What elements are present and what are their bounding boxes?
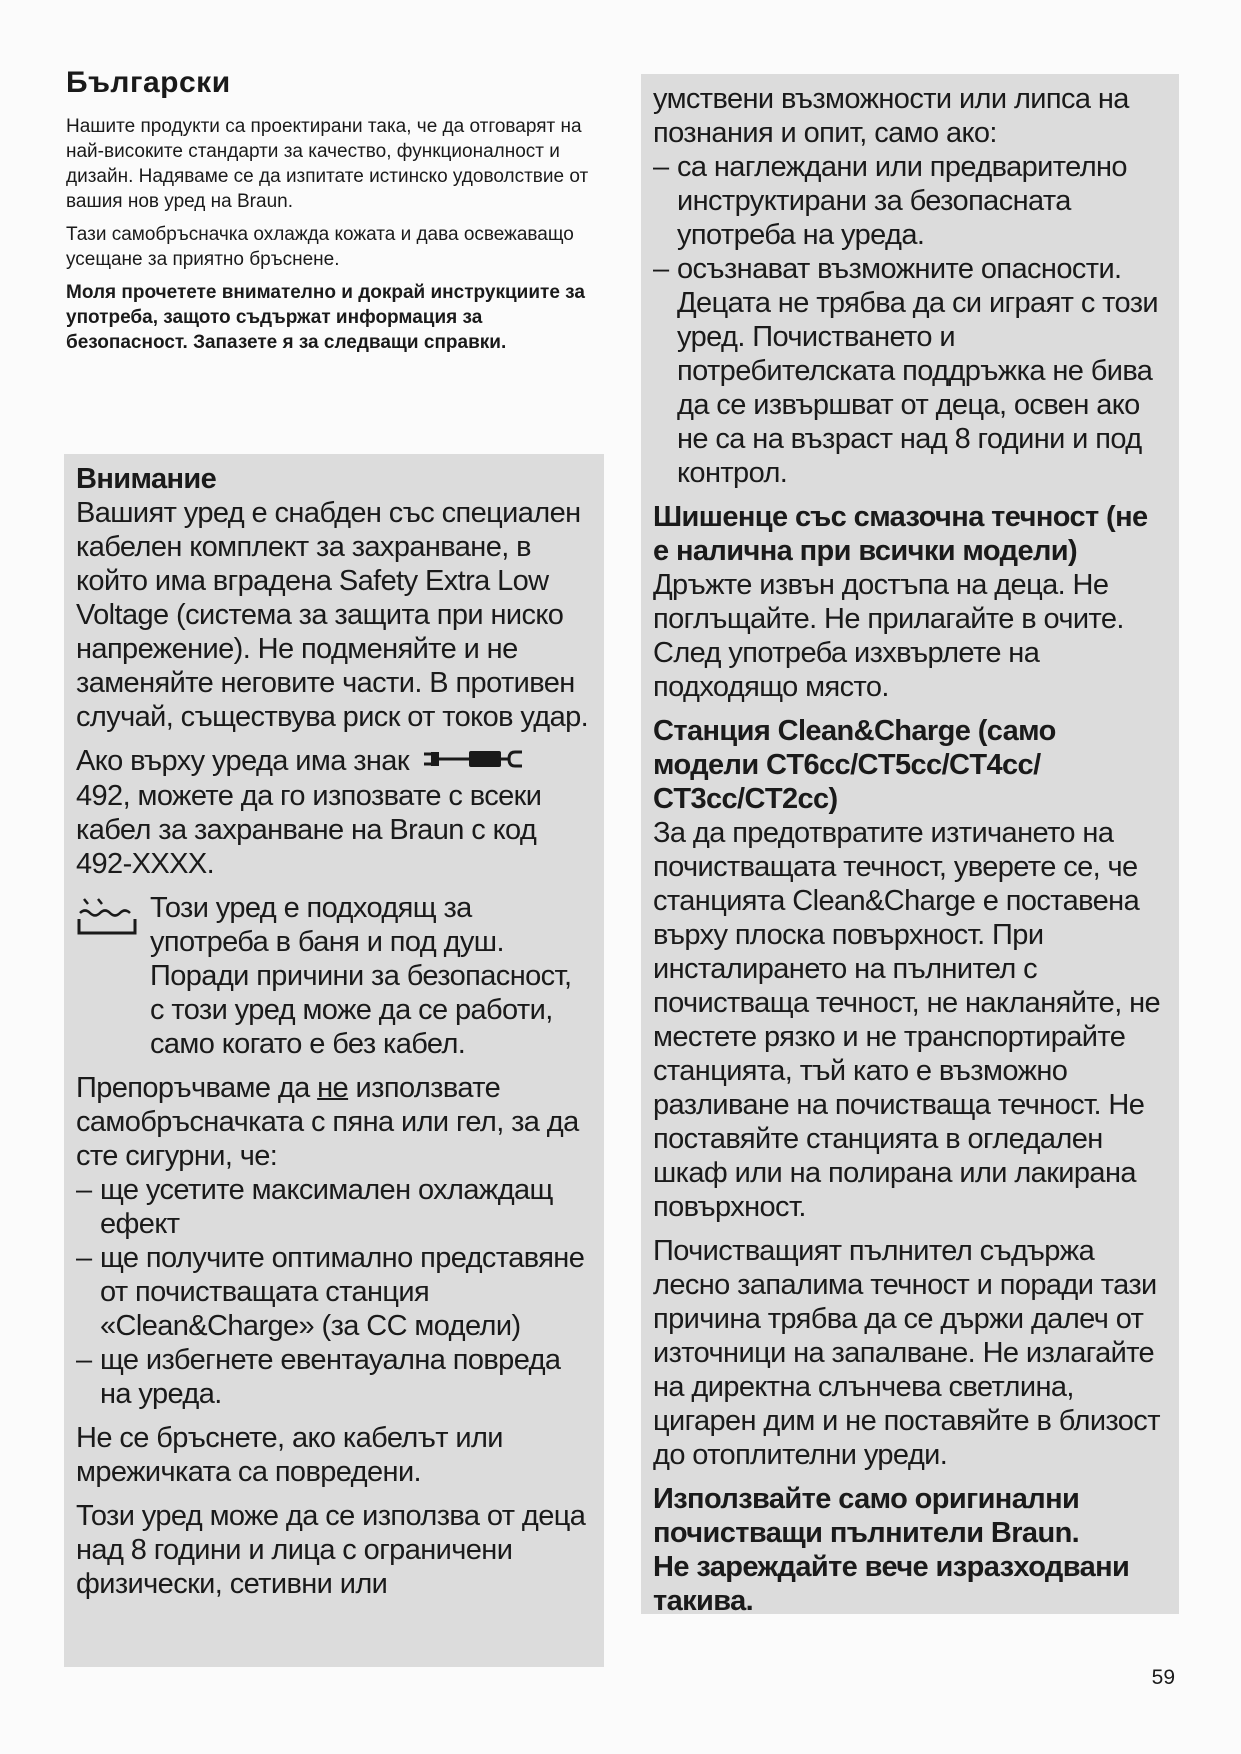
list-item bbox=[76, 1173, 592, 1241]
list-item-text: осъзнават възможните опасности. bbox=[677, 253, 1122, 285]
list-item-text: са наглеждани или предварително инструктирани за безопасната употреба на уреда. bbox=[677, 151, 1127, 251]
list-item bbox=[653, 252, 1167, 286]
dash-marker: – bbox=[653, 151, 669, 183]
oil-text: Дръжте извън достъпа на деца. Не поглъщайте. Не прилагайте в очите. След употреба изхвърлете на подходящо място. bbox=[653, 569, 1124, 703]
children-text: Този уред може да се използва от деца над 8 години и лица с ограничени физически, сетивни или bbox=[76, 1500, 586, 1601]
warning-492-intro: Ако върху уреда има знак bbox=[76, 745, 409, 777]
page-title: Български bbox=[66, 66, 231, 99]
list-item bbox=[76, 1343, 592, 1411]
station-text: За да предотвратите изтичането на почистващата течност, уверете се, че станцията Clean&Charge е поставена върху плоска повърхност. При инсталирането на пълнител с почистваща течност, не накланяйте, не местете рязко и не транспортирайте станцията, тъй като е възможно разливане на почистваща течност. Не поставяйте станцията в огледален шкаф или на полирана или лакирана повърхност. bbox=[653, 817, 1161, 1223]
list-item-text: ще получите оптимално представяне от почистващата станция «Clean&Charge» (за CC модели) bbox=[100, 1242, 585, 1343]
dash-marker: – bbox=[76, 1344, 92, 1377]
page-number: 59 bbox=[1151, 1666, 1175, 1689]
warning-492-text bbox=[76, 744, 592, 881]
intro-paragraph-2: Тази самобръсначка охлажда кожата и дава освежаващо усещане за приятно бръснене. bbox=[66, 224, 574, 270]
list-item-text: ще усетите максимален охлаждащ ефект bbox=[100, 1174, 553, 1241]
warning-cable-text: Вашият уред е снабден със специален кабелен комплект за захранване, в който има вградена Safety Extra Low Voltage (система за защита при ниско напрежение). Не подменяйте и не заменяйте неговите части. В противен случай, съществува риск от токов удар. bbox=[76, 497, 589, 733]
recommend-post: използвате самобръсначката с пяна или гел, за да сте сигурни, че: bbox=[76, 1072, 579, 1173]
right-column-box bbox=[641, 74, 1179, 1617]
no-shave-damaged-text: Не се бръснете, ако кабелът или мрежичката са повредени. bbox=[76, 1422, 503, 1489]
list-item bbox=[76, 1241, 592, 1343]
warning-heading: Внимание bbox=[76, 463, 217, 495]
bath-shower-icon bbox=[76, 891, 150, 1071]
dash-marker: – bbox=[76, 1174, 92, 1207]
recommend-pre: Препоръчваме да bbox=[76, 1072, 318, 1105]
list-item-text: Децата не трябва да си играят с този уред. Почистването и потребителската поддръжка не бива да се извършват от деца, освен ако не са на възраст над 8 години и под контрол. bbox=[677, 287, 1159, 489]
warning-box bbox=[64, 454, 604, 1667]
original-cartridge-text: Използвайте само оригинални почистващи пълнители Braun. bbox=[653, 1483, 1080, 1549]
recommendation-text bbox=[76, 1071, 592, 1173]
list-item bbox=[653, 150, 1167, 252]
dash-marker: – bbox=[653, 253, 669, 285]
recommend-not: не bbox=[317, 1072, 349, 1105]
conditions-list bbox=[653, 150, 1167, 490]
intro-paragraph-1: Нашите продукти са проектирани така, че да отговарят на най-високите стандарти за качество, функционалност и дизайн. Надяваме се да изпитате истинско удоволствие от вашия нов уред на Braun. bbox=[66, 116, 589, 212]
station-heading: Станция Clean&Charge (само модели CT6cc/CT5cc/CT4cc/ CT3cc/CT2cc) bbox=[653, 715, 1056, 815]
recommendation-list bbox=[76, 1173, 592, 1411]
list-item bbox=[653, 286, 1167, 490]
list-item-text: ще избегнете евентауална повреда на уреда. bbox=[100, 1344, 561, 1411]
power-cord-symbol-icon bbox=[422, 745, 526, 779]
bath-usage-text: Този уред е подходящ за употреба в баня и под душ. Поради причини за безопасност, с този уред може да се работи, само когато е без кабел. bbox=[150, 892, 572, 1061]
warning-492-compat: 492, можете да го изпозвате с всеки кабел за захранване на Braun с код 492-XXXX. bbox=[76, 780, 542, 881]
intro-read-instructions: Моля прочетете внимателно и докрай инструкциите за употреба, защото съдържат информация за безопасност. Запазете я за следващи справки. bbox=[66, 282, 585, 353]
oil-heading: Шишенце със смазочна течност (не е налична при всички модели) bbox=[653, 501, 1148, 567]
dash-marker: – bbox=[76, 1242, 92, 1275]
no-refill-text: Не зареждайте вече изразходвани такива. bbox=[653, 1551, 1130, 1617]
intro-section bbox=[66, 66, 606, 363]
children-continued: умствени възможности или липса на познания и опит, само ако: bbox=[653, 83, 1129, 149]
flammable-text: Почистващият пълнител съдържа лесно запалима течност и поради тази причина трябва да се държи далеч от източници на запалване. Не излагайте на директна слънчева светлина, цигарен дим и не поставяйте в близост до отоплителни уреди. bbox=[653, 1235, 1160, 1471]
bath-usage-row bbox=[76, 891, 592, 1071]
